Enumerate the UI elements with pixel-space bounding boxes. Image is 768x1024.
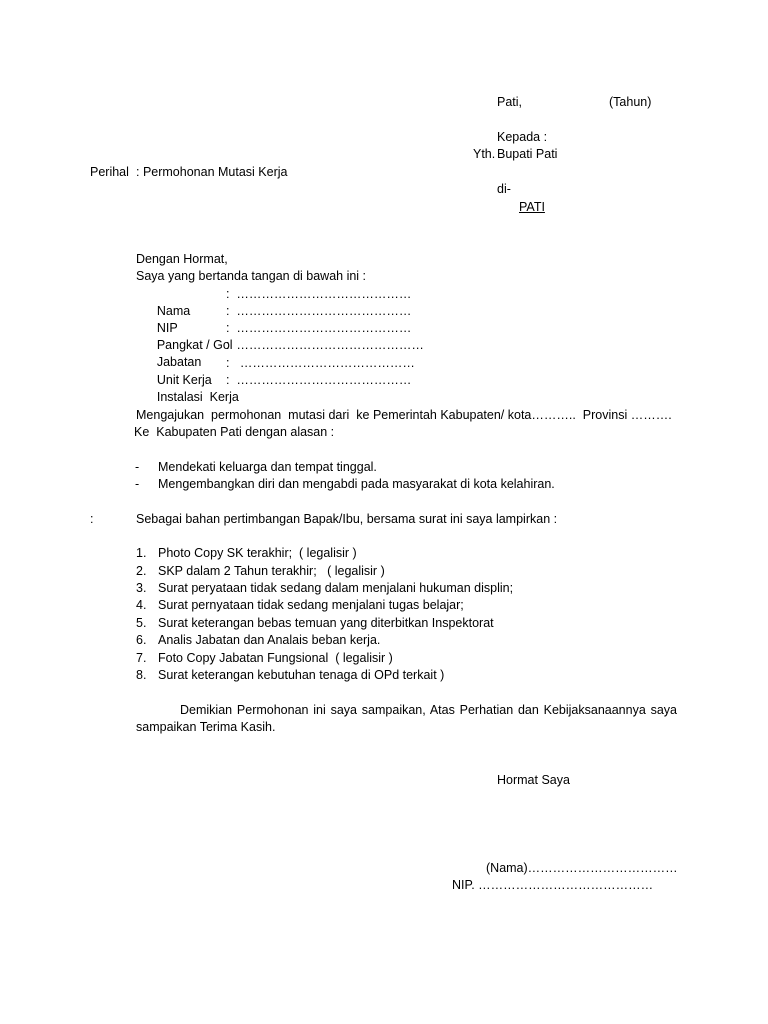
field-value: : …………………………………… xyxy=(226,287,412,301)
list-number: 7. xyxy=(136,651,147,665)
place: Pati, xyxy=(497,95,523,109)
reason-bullet: - xyxy=(135,460,140,474)
field-value: : …………………………………… xyxy=(226,304,412,318)
list-item: Surat keterangan bebas temuan yang diterbitkan Inspektorat xyxy=(158,616,494,630)
city: PATI xyxy=(519,200,545,214)
perihal-value: : Permohonan Mutasi Kerja xyxy=(136,165,288,179)
perihal-label: Perihal xyxy=(90,165,129,179)
field-label: Pangkat / Gol xyxy=(156,338,233,352)
greeting: Dengan Hormat, xyxy=(136,252,228,266)
field-value: : …………………………………… xyxy=(226,356,415,370)
signature-salutation: Hormat Saya xyxy=(497,773,570,787)
closing-paragraph: Demikian Permohonan ini saya sampaikan, Atas Perhatian dan Kebijaksanaannya saya sampaikan Terima Kasih. xyxy=(136,703,677,734)
attachment-colon: : xyxy=(90,512,94,526)
reason-text: Mengembangkan diri dan mengabdi pada masyarakat di kota kelahiran. xyxy=(158,477,555,491)
field-value: : ……………………………………… xyxy=(226,338,424,352)
list-number: 6. xyxy=(136,633,147,647)
list-item: Surat keterangan kebutuhan tenaga di OPd terkait ) xyxy=(158,668,445,682)
field-label: Instalasi Kerja xyxy=(156,390,239,404)
field-label: Jabatan xyxy=(156,355,202,369)
request-line-2: Ke Kabupaten Pati dengan alasan : xyxy=(134,425,335,439)
list-number: 4. xyxy=(136,598,147,612)
list-item: Photo Copy SK terakhir; ( legalisir ) xyxy=(158,546,357,560)
signature-nip: NIP. …………………………………… xyxy=(452,878,654,892)
field-value: : …………………………………… xyxy=(226,373,412,387)
attachment-intro: Sebagai bahan pertimbangan Bapak/Ibu, bersama surat ini saya lampirkan : xyxy=(136,512,558,526)
list-number: 8. xyxy=(136,668,147,682)
signature-name: (Nama)……………………………… xyxy=(486,861,678,875)
list-item: Surat pernyataan tidak sedang menjalani tugas belajar; xyxy=(158,598,464,612)
kepada-label: Kepada : xyxy=(497,130,548,144)
list-number: 1. xyxy=(136,546,147,560)
list-number: 2. xyxy=(136,564,147,578)
list-item: Surat peryataan tidak sedang dalam menjalani hukuman displin; xyxy=(158,581,514,595)
list-item: SKP dalam 2 Tahun terakhir; ( legalisir ) xyxy=(158,564,385,578)
recipient: Bupati Pati xyxy=(497,147,558,161)
field-value: : …………………………………… xyxy=(226,321,412,335)
list-item: Foto Copy Jabatan Fungsional ( legalisir ) xyxy=(158,651,393,665)
yth-label: Yth. xyxy=(473,147,496,161)
year: (Tahun) xyxy=(609,95,652,109)
list-number: 3. xyxy=(136,581,147,595)
reason-text: Mendekati keluarga dan tempat tinggal. xyxy=(158,460,377,474)
field-label: Nama xyxy=(156,304,191,318)
field-label: NIP xyxy=(156,321,178,335)
list-number: 5. xyxy=(136,616,147,630)
intro: Saya yang bertanda tangan di bawah ini : xyxy=(136,269,367,283)
reason-bullet: - xyxy=(135,477,140,491)
list-item: Analis Jabatan dan Analais beban kerja. xyxy=(158,633,381,647)
di-label: di- xyxy=(497,182,511,196)
field-label: Unit Kerja xyxy=(156,373,212,387)
request-line-1: Mengajukan permohonan mutasi dari ke Pemerintah Kabupaten/ kota……….. Provinsi ………. xyxy=(136,408,672,422)
